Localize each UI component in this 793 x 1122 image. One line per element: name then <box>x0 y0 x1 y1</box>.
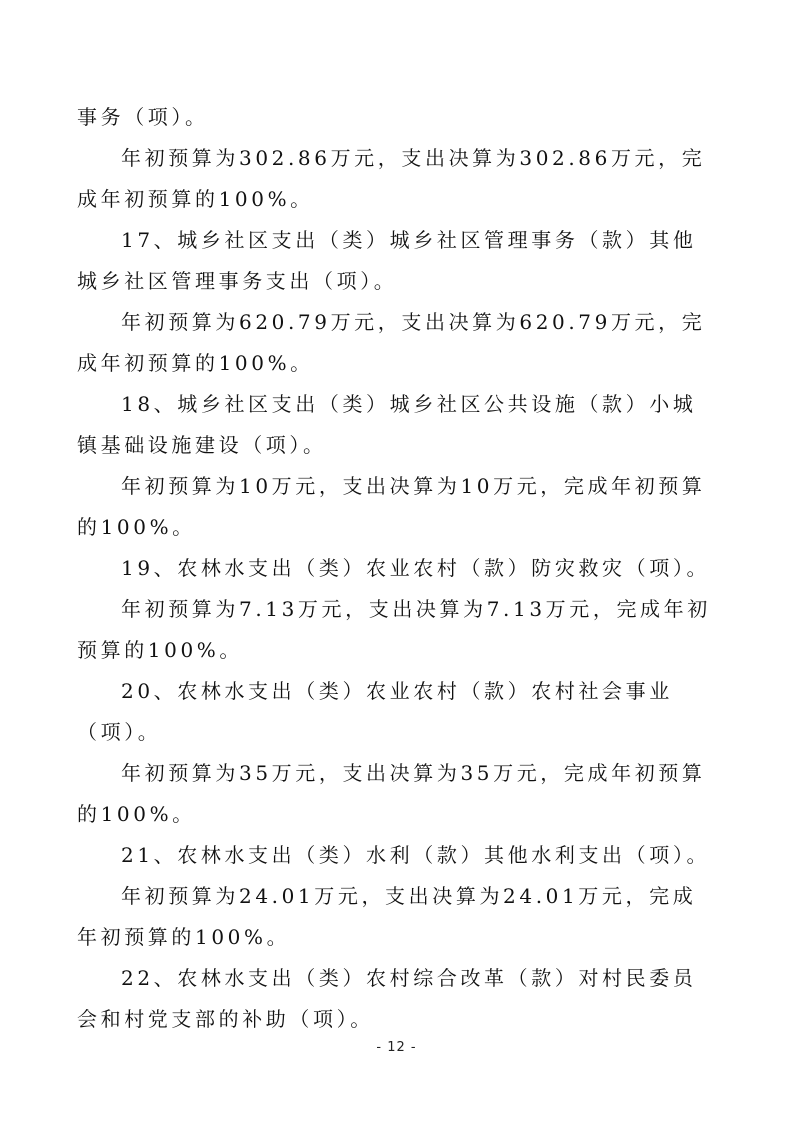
paragraph-item-19: 19、农林水支出（类）农业农村（款）防灾救灾（项）。 <box>121 556 711 580</box>
paragraph-budget-17: 年初预算为620.79万元，支出决算为620.79万元，完成年初预算的100%。 <box>77 310 706 375</box>
paragraph-budget-20: 年初预算为35万元，支出决算为35万元，完成年初预算的100%。 <box>77 761 706 826</box>
paragraph-budget-18: 年初预算为10万元，支出决算为10万元，完成年初预算的100%。 <box>77 474 706 539</box>
paragraph-budget-21: 年初预算为24.01万元，支出决算为24.01万元，完成年初预算的100%。 <box>77 884 697 949</box>
paragraph-item-18: 18、城乡社区支出（类）城乡社区公共设施（款）小城镇基础设施建设（项）。 <box>77 392 697 457</box>
paragraph-item-22: 22、农林水支出（类）农村综合改革（款）对村民委员会和村党支部的补助（项）。 <box>77 966 697 1031</box>
paragraph-item-20: 20、农林水支出（类）农业农村（款）农村社会事业（项）。 <box>77 679 673 744</box>
document-body <box>77 97 717 1040</box>
paragraph-continuation: 事务（项）。 <box>77 105 209 129</box>
paragraph-budget-16: 年初预算为302.86万元，支出决算为302.86万元，完成年初预算的100%。 <box>77 146 706 211</box>
paragraph-budget-19: 年初预算为7.13万元，支出决算为7.13万元，完成年初预算的100%。 <box>77 597 711 662</box>
page-number: - 12 - <box>376 1040 417 1055</box>
paragraph-item-17: 17、城乡社区支出（类）城乡社区管理事务（款）其他城乡社区管理事务支出（项）。 <box>77 228 697 293</box>
paragraph-item-21: 21、农林水支出（类）水利（款）其他水利支出（项）。 <box>121 843 711 867</box>
